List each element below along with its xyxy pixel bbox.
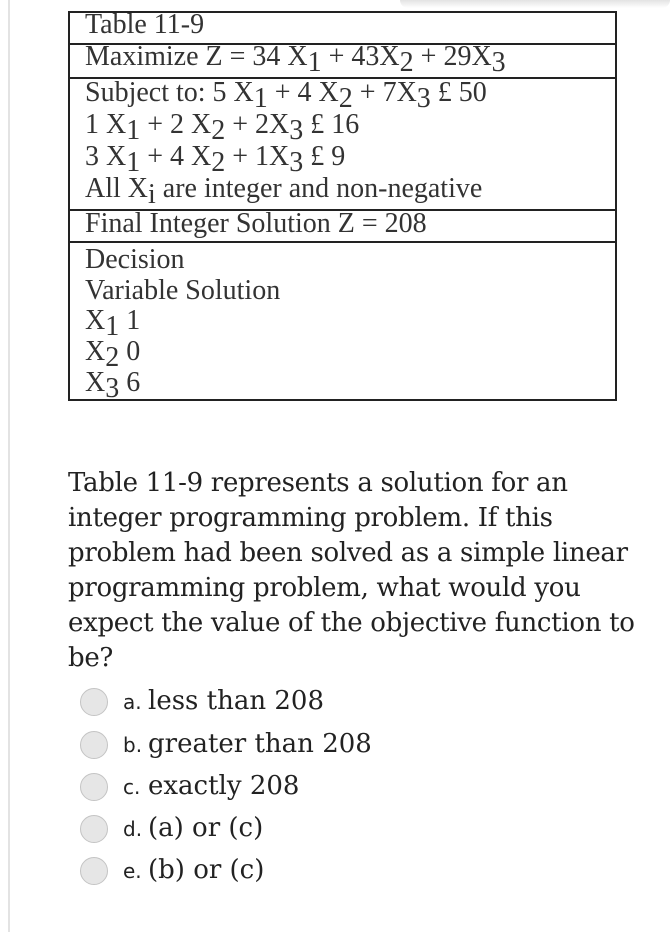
choice-letter: b. — [123, 733, 143, 757]
table-title: Table 11-9 — [85, 9, 205, 40]
choice-text: (b) or (c) — [148, 855, 265, 885]
choice-letter: d. — [123, 817, 143, 841]
page-left-border — [8, 0, 10, 932]
radio-button[interactable] — [80, 731, 108, 759]
integer-constraint: All $X_i$ are integer and non-negative — [85, 173, 483, 210]
solution-row: $X_2$ 0 — [85, 336, 141, 373]
radio-button[interactable] — [80, 857, 108, 885]
radio-button[interactable] — [80, 688, 108, 716]
radio-button[interactable] — [80, 815, 108, 843]
constraint-3: 3 $X_1 + 4$ $X_2 + 1X_3$ £ 9 — [85, 141, 346, 178]
choice-text: exactly 208 — [148, 771, 300, 801]
final-solution: Final Integer Solution Z = 208 — [85, 208, 427, 239]
choice-letter: a. — [123, 690, 142, 714]
radio-button[interactable] — [80, 773, 108, 801]
choice-letter: e. — [123, 859, 142, 883]
question-text: Table 11-9 represents a solution for an integer programming problem. If this problem had been solved as a simple linear programming problem, what would you expect the value of the objective function to be? — [68, 468, 635, 673]
constraint-2: 1 $X_1 + 2$ $X_2 + 2X_3$ £ 16 — [85, 109, 360, 146]
constraint-1: Subject to: 5 $X_1 + 4$ $X_2 + 7X_3$ £ 50 — [85, 77, 487, 114]
objective-function: Maximize Z = 34 $X_1 + 43X_2 + 29X_3$ — [85, 41, 506, 78]
solution-row: $X_3$ 6 — [85, 367, 141, 404]
problem-table — [68, 9, 617, 404]
choice-text: less than 208 — [148, 686, 324, 716]
top-shadow — [400, 0, 670, 8]
column-header-variable-solution: Variable Solution — [85, 275, 281, 306]
column-header-decision: Decision — [85, 244, 185, 275]
choice-text: greater than 208 — [148, 729, 372, 759]
table-divider — [70, 241, 615, 243]
choice-letter: c. — [123, 775, 141, 799]
solution-row: $X_1$ 1 — [85, 305, 141, 342]
choice-text: (a) or (c) — [148, 813, 264, 843]
